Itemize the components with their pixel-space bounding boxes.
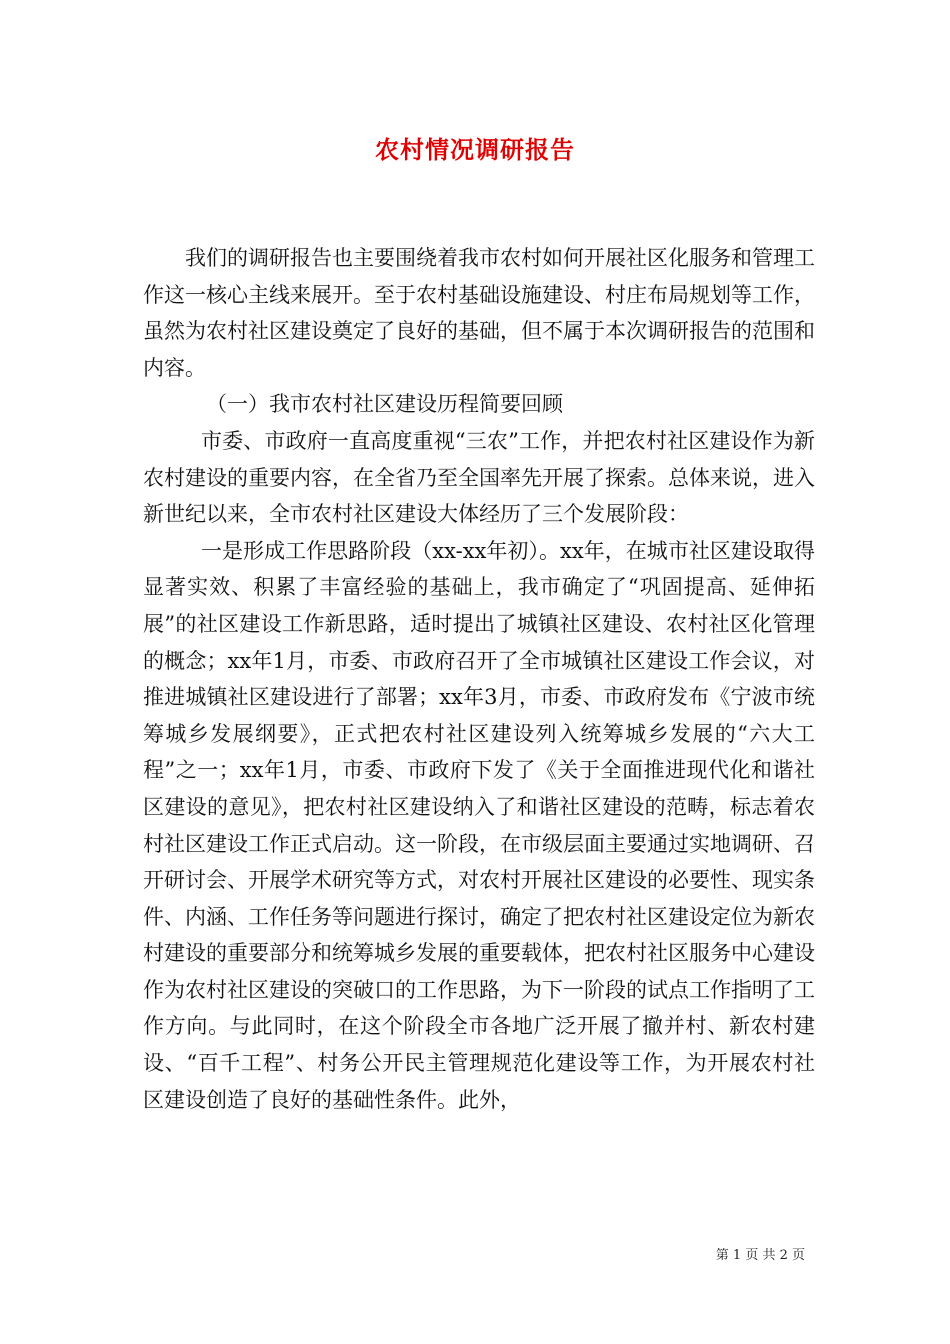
section-heading: （一）我市农村社区建设历程简要回顾	[206, 392, 563, 417]
document-body	[143, 240, 815, 1118]
page-number: 第 1 页 共 2 页	[715, 1248, 805, 1263]
document-title: 农村情况调研报告	[375, 135, 575, 164]
paragraph-intro: 我们的调研报告也主要围绕着我市农村如何开展社区化服务和管理工作这一核心主线来展开。至于农村基础设施建设、村庄布局规划等工作，虽然为农村社区建设奠定了良好的基础，但不属于本次调研报告的范围和内容。	[143, 246, 815, 380]
paragraph-overview: 市委、市政府一直高度重视“三农”工作，并把农村社区建设作为新农村建设的重要内容，在全省乃至全国率先开展了探索。总体来说，进入新世纪以来，全市农村社区建设大体经历了三个发展阶段：	[143, 428, 815, 527]
paragraph-stage-one: 一是形成工作思路阶段（xx-xx年初）。xx年，在城市社区建设取得显著实效、积累了丰富经验的基础上，我市确定了“巩固提高、延伸拓展”的社区建设工作新思路，适时提出了城镇社区建设、农村社区化管理的概念；xx年1月，市委、市政府召开了全市城镇社区建设工作会议，对推进城镇社区建设进行了部署；xx年3月，市委、市政府发布《宁波市统筹城乡发展纲要》，正式把农村社区建设列入统筹城乡发展的“六大工程”之一；xx年1月，市委、市政府下发了《关于全面推进现代化和谐社区建设的意见》，把农村社区建设纳入了和谐社区建设的范畴，标志着农村社区建设工作正式启动。这一阶段，在市级层面主要通过实地调研、召开研讨会、开展学术研究等方式，对农村开展社区建设的必要性、现实条件、内涵、工作任务等问题进行探讨，确定了把农村社区建设定位为新农村建设的重要部分和统筹城乡发展的重要载体，把农村社区服务中心建设作为农村社区建设的突破口的工作思路，为下一阶段的试点工作指明了工作方向。与此同时，在这个阶段全市各地广泛开展了撤并村、新农村建设、“百千工程”、村务公开民主管理规范化建设等工作，为开展农村社区建设创造了良好的基础性条件。此外，	[143, 538, 815, 1112]
